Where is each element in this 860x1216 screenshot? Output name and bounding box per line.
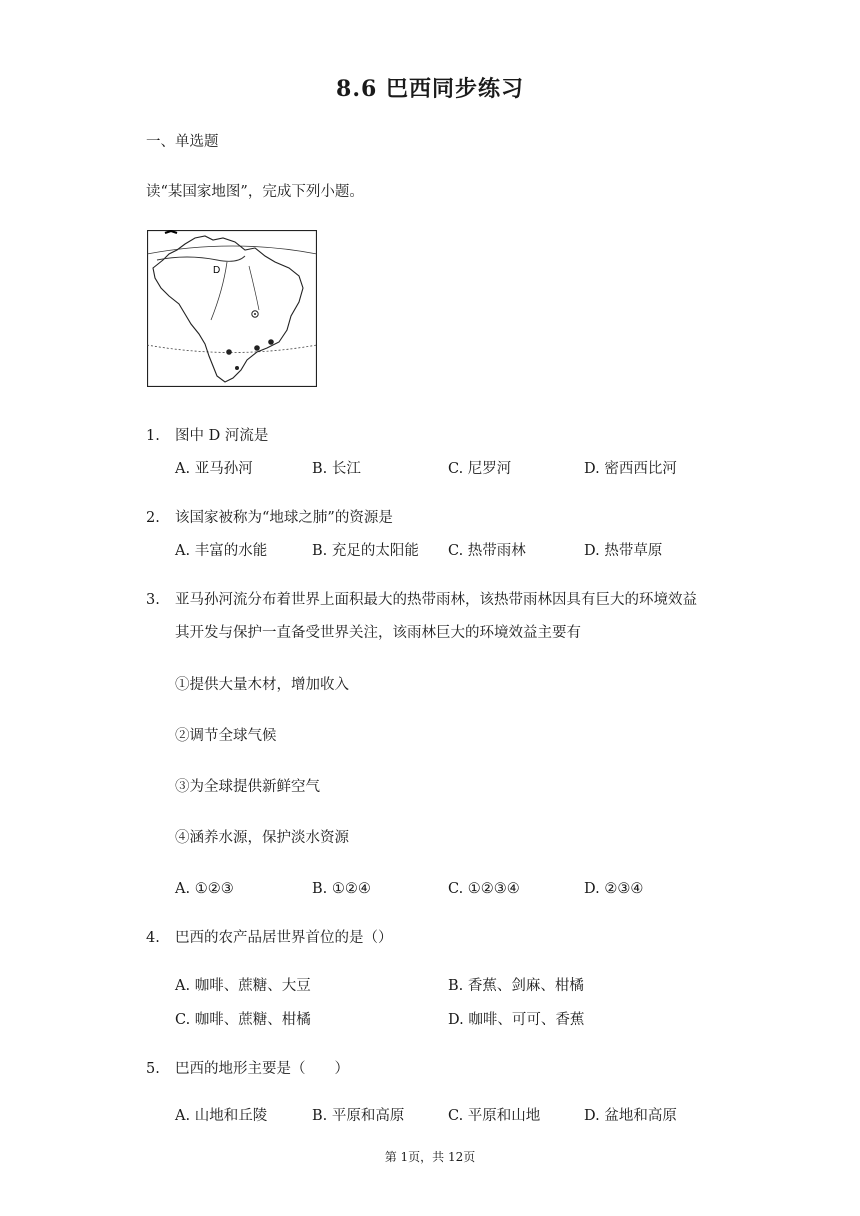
question-text: 巴西的农产品居世界首位的是（） bbox=[175, 930, 393, 946]
option-d: D. 盆地和高原 bbox=[584, 1108, 677, 1124]
question-number: 3. bbox=[146, 592, 160, 608]
city-marker-4 bbox=[235, 366, 239, 370]
page-title: 8.6 巴西同步练习 bbox=[336, 76, 524, 102]
option-b: B. 香蕉、剑麻、柑橘 bbox=[448, 978, 584, 994]
question-number: 4. bbox=[146, 930, 160, 946]
option-a: A. 丰富的水能 bbox=[175, 543, 268, 559]
option-d: D. 热带草原 bbox=[584, 543, 663, 559]
question-text: 图中 D 河流是 bbox=[175, 428, 269, 444]
statement-3: ③为全球提供新鲜空气 bbox=[175, 779, 320, 795]
question-text-continued: 其开发与保护一直备受世界关注，该雨林巨大的环境效益主要有 bbox=[175, 625, 581, 641]
statement-2: ②调节全球气候 bbox=[175, 728, 277, 744]
option-b: B. 平原和高原 bbox=[312, 1108, 405, 1124]
intro-text: 读“某国家地图”，完成下列小题。 bbox=[146, 184, 364, 200]
option-c: C. 平原和山地 bbox=[448, 1108, 541, 1124]
option-c: C. 咖啡、蔗糖、柑橘 bbox=[175, 1012, 311, 1028]
city-marker-2 bbox=[254, 345, 260, 351]
option-a: A. ①②③ bbox=[175, 881, 234, 897]
option-a: A. 咖啡、蔗糖、大豆 bbox=[175, 978, 311, 994]
question-number: 1. bbox=[146, 428, 160, 444]
option-d: D. ②③④ bbox=[584, 881, 644, 897]
option-a: A. 山地和丘陵 bbox=[175, 1108, 268, 1124]
question-text: 亚马孙河流分布着世界上面积最大的热带雨林，该热带雨林因具有巨大的环境效益 bbox=[175, 592, 697, 608]
city-marker-3 bbox=[268, 339, 274, 345]
statement-1: ①提供大量木材，增加收入 bbox=[175, 677, 349, 693]
map-label-d: D bbox=[213, 265, 221, 276]
option-b: B. 充足的太阳能 bbox=[312, 543, 419, 559]
question-text: 巴西的地形主要是（ ） bbox=[175, 1061, 349, 1077]
option-c: C. 尼罗河 bbox=[448, 461, 512, 477]
question-text: 该国家被称为“地球之肺”的资源是 bbox=[175, 510, 393, 526]
brazil-map bbox=[147, 230, 317, 387]
city-marker-1 bbox=[226, 349, 232, 355]
map-frame bbox=[148, 231, 317, 387]
page-footer: 第 1页，共 12页 bbox=[384, 1150, 476, 1164]
section-heading: 一、单选题 bbox=[146, 134, 219, 150]
option-a: A. 亚马孙河 bbox=[175, 461, 253, 477]
option-d: D. 密西西比河 bbox=[584, 461, 677, 477]
option-b: B. ①②④ bbox=[312, 881, 371, 897]
option-c: C. ①②③④ bbox=[448, 881, 520, 897]
question-number: 2. bbox=[146, 510, 160, 526]
capital-dot bbox=[254, 313, 256, 315]
question-number: 5. bbox=[146, 1061, 160, 1077]
statement-4: ④涵养水源，保护淡水资源 bbox=[175, 830, 349, 846]
option-b: B. 长江 bbox=[312, 461, 361, 477]
option-c: C. 热带雨林 bbox=[448, 543, 526, 559]
option-d: D. 咖啡、可可、香蕉 bbox=[448, 1012, 585, 1028]
